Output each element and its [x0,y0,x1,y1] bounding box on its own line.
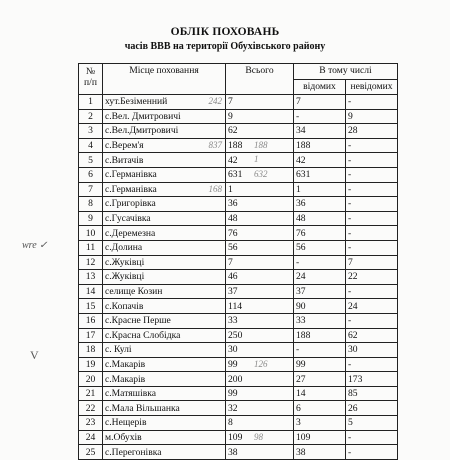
header-place: Місце поховання [103,64,226,95]
header-unknown: невідомих [346,79,398,95]
unknown-cell: 26 [346,401,398,416]
place-cell: с.Красне Перше [103,313,226,328]
unknown-cell: - [346,430,398,445]
total-cell: 1 [226,182,294,197]
known-cell: 14 [294,386,346,401]
pencil-note: 1 [254,154,259,165]
known-cell: 90 [294,299,346,314]
table-row [79,255,398,270]
known-cell: - [294,255,346,270]
place-cell: с.Деремезна [103,226,226,241]
table-row [79,445,398,460]
unknown-cell: - [346,226,398,241]
total-cell: 30 [226,343,294,358]
total-cell: 42 1 [226,153,294,168]
row-number: 12 [79,255,103,270]
unknown-cell: - [346,182,398,197]
known-cell: 48 [294,211,346,226]
table-row [79,313,398,328]
unknown-cell: 7 [346,255,398,270]
place-cell: с.Григорівка [103,197,226,212]
place-cell: с.Матяшівка [103,386,226,401]
table-row [79,416,398,431]
place-cell: с.Копачів [103,299,226,314]
table-row [79,167,398,182]
table-row [79,211,398,226]
place-cell: с.Германівка [103,167,226,182]
place-cell: м.Обухів [103,430,226,445]
table-row [79,270,398,285]
place-cell: с.Гусачівка [103,211,226,226]
burials-table [78,63,398,460]
unknown-cell: - [346,197,398,212]
unknown-cell: - [346,211,398,226]
known-cell: 76 [294,226,346,241]
total-cell: 114 [226,299,294,314]
table-row [79,153,398,168]
total-cell: 188 188 [226,138,294,153]
row-number: 14 [79,284,103,299]
table-row [79,182,398,197]
known-cell: - [294,109,346,124]
known-cell: 36 [294,197,346,212]
unknown-cell: 62 [346,328,398,343]
table-row [79,430,398,445]
pencil-note: 632 [254,168,268,179]
known-cell: 188 [294,328,346,343]
row-number: 20 [79,372,103,387]
table-row [79,328,398,343]
margin-note: wre ✓ [22,240,48,251]
known-cell: 7 [294,95,346,110]
known-cell: 1 [294,182,346,197]
place-cell: с.Мала Вільшанка [103,401,226,416]
row-number: 11 [79,240,103,255]
unknown-cell: 28 [346,124,398,139]
row-number: 2 [79,109,103,124]
unknown-cell: 9 [346,109,398,124]
table-row [79,357,398,372]
total-cell: 9 [226,109,294,124]
row-number: 17 [79,328,103,343]
place-cell: с.Нещерів [103,416,226,431]
row-number: 5 [79,153,103,168]
row-number: 22 [79,401,103,416]
row-number: 9 [79,211,103,226]
row-number: 24 [79,430,103,445]
table-row [79,197,398,212]
place-cell: с.Красна Слобідка [103,328,226,343]
table-row [79,95,398,110]
place-cell: с.Вел.Дмитровичі [103,124,226,139]
row-number: 7 [79,182,103,197]
total-cell: 38 [226,445,294,460]
row-number: 3 [79,124,103,139]
unknown-cell: - [346,357,398,372]
document-subtitle: часів ВВВ на території Обухівського району [124,41,326,52]
known-cell: - [294,343,346,358]
place-cell: с.Макарів [103,357,226,372]
unknown-cell: 24 [346,299,398,314]
total-cell: 48 [226,211,294,226]
total-cell: 7 [226,95,294,110]
unknown-cell: - [346,445,398,460]
unknown-cell: - [346,313,398,328]
total-cell: 7 [226,255,294,270]
known-cell: 99 [294,357,346,372]
unknown-cell: - [346,240,398,255]
row-number: 16 [79,313,103,328]
row-number: 25 [79,445,103,460]
known-cell: 56 [294,240,346,255]
known-cell: 24 [294,270,346,285]
row-number: 15 [79,299,103,314]
known-cell: 27 [294,372,346,387]
table-row [79,284,398,299]
total-cell: 56 [226,240,294,255]
place-cell: с. Кулі [103,343,226,358]
total-cell: 8 [226,416,294,431]
header-total: Всього [226,64,294,95]
table-row [79,226,398,241]
place-cell: с.Макарів [103,372,226,387]
total-cell: 631 632 [226,167,294,182]
known-cell: 631 [294,167,346,182]
place-cell: с.Жуківці [103,270,226,285]
unknown-cell: 30 [346,343,398,358]
total-cell: 32 [226,401,294,416]
unknown-cell: 85 [346,386,398,401]
header-including: В тому числі [294,64,398,80]
table-row [79,386,398,401]
pencil-note: 837 [208,139,222,150]
row-number: 21 [79,386,103,401]
pencil-note: 126 [254,358,268,369]
known-cell: 109 [294,430,346,445]
known-cell: 37 [294,284,346,299]
unknown-cell: - [346,138,398,153]
total-cell: 200 [226,372,294,387]
place-cell: с.Долина [103,240,226,255]
unknown-cell: 22 [346,270,398,285]
place-cell: селище Козин [103,284,226,299]
total-cell: 250 [226,328,294,343]
table-row [79,138,398,153]
total-cell: 62 [226,124,294,139]
known-cell: 6 [294,401,346,416]
place-cell: с.Германівка 168 [103,182,226,197]
row-number: 23 [79,416,103,431]
total-cell: 36 [226,197,294,212]
header-number: № п/п [79,64,103,95]
total-cell: 37 [226,284,294,299]
table-row [79,343,398,358]
total-cell: 99 126 [226,357,294,372]
known-cell: 3 [294,416,346,431]
row-number: 4 [79,138,103,153]
place-cell: с.Витачів [103,153,226,168]
document-title: ОБЛІК ПОХОВАНЬ [170,26,280,38]
row-number: 19 [79,357,103,372]
place-cell: с.Перегонівка [103,445,226,460]
total-cell: 46 [226,270,294,285]
pencil-note: 242 [208,96,222,106]
total-cell: 109 98 [226,430,294,445]
table-row [79,372,398,387]
row-number: 1 [79,95,103,110]
header-known: відомих [294,79,346,95]
total-cell: 99 [226,386,294,401]
known-cell: 33 [294,313,346,328]
margin-check-mark: V [30,348,39,362]
unknown-cell: - [346,284,398,299]
table-row [79,124,398,139]
total-cell: 76 [226,226,294,241]
known-cell: 38 [294,445,346,460]
place-cell: с.Вел. Дмитровичі [103,109,226,124]
unknown-cell: 5 [346,416,398,431]
row-number: 18 [79,343,103,358]
table-row [79,401,398,416]
known-cell: 42 [294,153,346,168]
row-number: 6 [79,167,103,182]
row-number: 8 [79,197,103,212]
total-cell: 33 [226,313,294,328]
row-number: 10 [79,226,103,241]
table-row [79,109,398,124]
table-row [79,240,398,255]
unknown-cell: - [346,95,398,110]
place-cell: хут.Безіменний 242 [103,95,226,110]
known-cell: 188 [294,138,346,153]
known-cell: 34 [294,124,346,139]
place-cell: с.Жуківці [103,255,226,270]
pencil-note: 168 [208,183,222,194]
unknown-cell: - [346,167,398,182]
place-cell: с.Верем'я 837 [103,138,226,153]
pencil-note: 98 [254,431,263,442]
unknown-cell: 173 [346,372,398,387]
pencil-note: 188 [254,139,268,150]
unknown-cell: - [346,153,398,168]
table-row [79,299,398,314]
row-number: 13 [79,270,103,285]
